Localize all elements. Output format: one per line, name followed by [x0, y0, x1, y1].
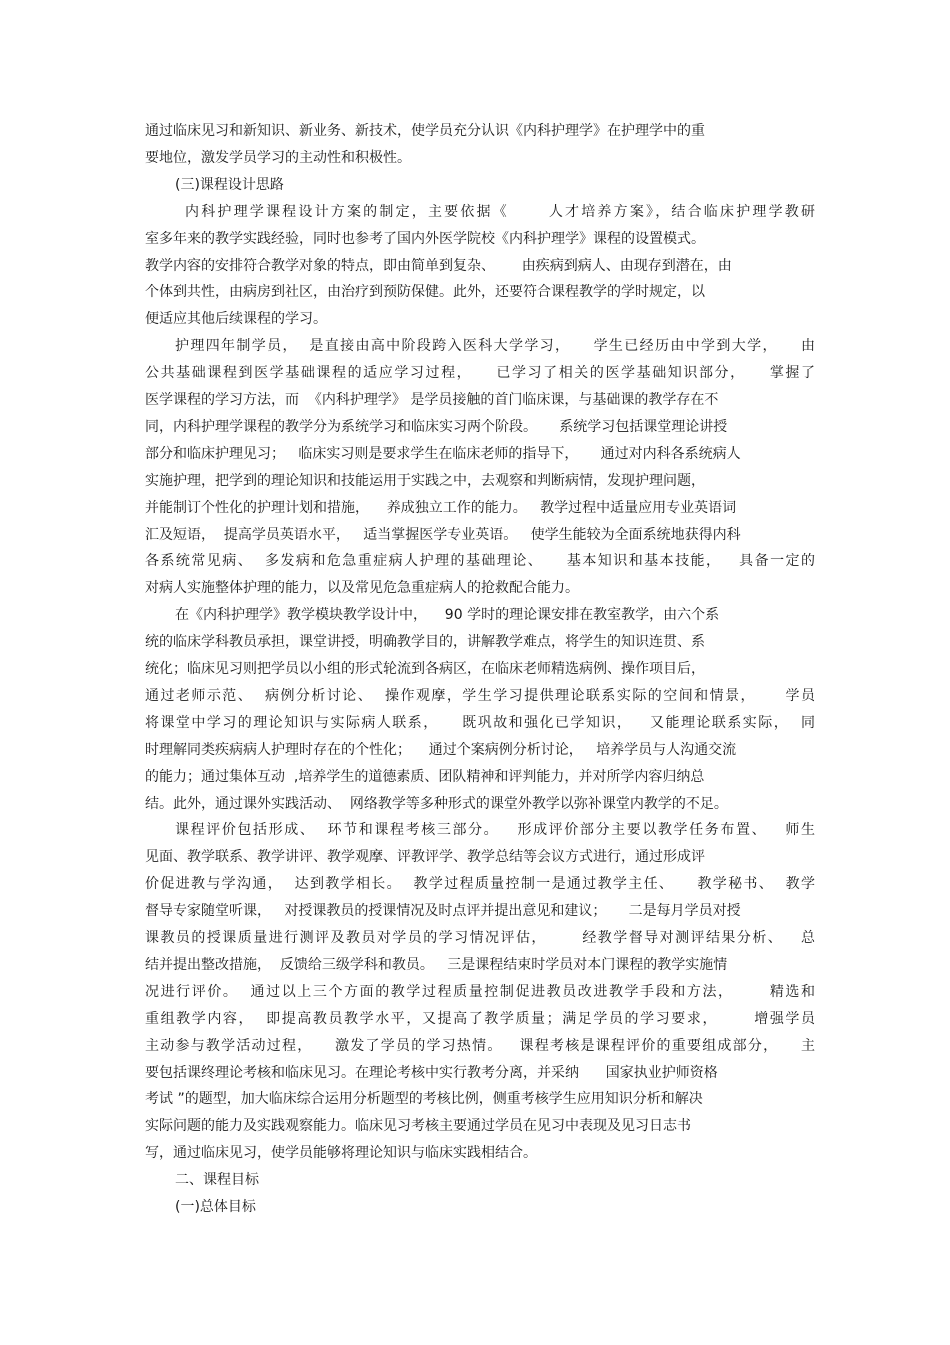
text-line: 将课堂中学习的理论知识与实际病人联系， 既巩故和强化已学知识， 又能理论联系实际， 同: [145, 715, 815, 731]
text-line: 对病人实施整体护理的能力，以及常见危急重症病人的抢救配合能力。: [145, 580, 579, 596]
text-line: 教学内容的安排符合教学对象的特点，即由简单到复杂、 由疾病到病人、由现存到潜在，由: [145, 258, 732, 274]
text-line: 督导专家随堂听课， 对授课教员的授课情况及时点评并提出意见和建议； 二是每月学员对授: [145, 903, 741, 919]
text-line: 统化；临床见习则把学员以小组的形式轮流到各病区，在临床老师精选病例、操作项目后，: [145, 661, 705, 677]
text-line: 护理四年制学员， 是直接由高中阶段跨入医科大学学习， 学生已经历由中学到大学， 由: [175, 338, 815, 354]
text-line: 部分和临床护理见习； 临床实习则是要求学生在临床老师的指导下， 通过对内科各系统病人: [145, 446, 741, 462]
text-line: 室多年来的教学实践经验，同时也参考了国内外医学院校《内科护理学》课程的设置模式。: [145, 231, 705, 247]
text-line: (三)课程设计思路: [175, 177, 284, 193]
text-line: 通过老师示范、 病例分析讨论、 操作观摩，学生学习提供理论联系实际的空间和情景， 学员: [145, 688, 815, 704]
text-line: 公共基础课程到医学基础课程的适应学习过程， 已学习了相关的医学基础知识部分， 掌握了: [145, 365, 815, 381]
text-line: 重组教学内容， 即提高教员教学水平，又提高了教学质量；满足学员的学习要求， 增强学员: [145, 1011, 815, 1027]
text-line: 通过临床见习和新知识、新业务、新技术，使学员充分认识《内科护理学》在护理学中的重: [145, 123, 705, 139]
text-line: 要地位，激发学员学习的主动性和积极性。: [145, 150, 411, 166]
text-line: 实际问题的能力及实践观察能力。临床见习考核主要通过学员在见习中表现及见习日志书: [145, 1118, 691, 1134]
text-line: 实施护理，把学到的理论知识和技能运用于实践之中，去观察和判断病情，发现护理问题，: [145, 473, 705, 489]
text-line: 主动参与教学活动过程， 激发了学员的学习热情。 课程考核是课程评价的重要组成部分， 主: [145, 1038, 815, 1054]
text-line: 写，通过临床见习，使学员能够将理论知识与临床实践相结合。: [145, 1145, 537, 1161]
text-line: 考试 ”的题型，加大临床综合运用分析题型的考核比例，侧重考核学生应用知识分析和解决: [145, 1091, 703, 1107]
text-line: 况进行评价。 通过以上三个方面的教学过程质量控制促进教员改进教学手段和方法， 精选和: [145, 984, 815, 1000]
text-line: 时理解同类疾病病人护理时存在的个性化； 通过个案病例分析讨论， 培养学员与人沟通交流: [145, 742, 737, 758]
text-line: 同，内科护理学课程的教学分为系统学习和临床实习两个阶段。 系统学习包括课堂理论讲授: [145, 419, 728, 435]
text-line: (一)总体目标: [175, 1199, 256, 1215]
text-line: 价促进教与学沟通， 达到教学相长。 教学过程质量控制一是通过教学主任、 教学秘书、 教学: [145, 876, 815, 892]
text-line: 个体到共性，由病房到社区，由治疗到预防保健。此外，还要符合课程教学的学时规定，以: [145, 284, 705, 300]
text-line: 结并提出整改措施， 反馈给三级学科和教员。 三是课程结束时学员对本门课程的教学实施情: [145, 957, 728, 973]
text-line: 并能制订个性化的护理计划和措施， 养成独立工作的能力。 教学过程中适量应用专业英语词: [145, 500, 737, 516]
text-line: 便适应其他后续课程的学习。: [145, 311, 327, 327]
text-line: 医学课程的学习方法，而 《内科护理学》 是学员接触的首门临床课，与基础课的教学存在不: [145, 392, 719, 408]
text-line: 在《内科护理学》教学模块教学设计中， 90 学时的理论课安排在教室教学，由六个系: [175, 607, 720, 623]
text-line: 见面、教学联系、教学讲评、教学观摩、评教评学、教学总结等会议方式进行，通过形成评: [145, 849, 705, 865]
text-line: 二、课程目标: [175, 1172, 259, 1188]
text-line: 课教员的授课质量进行测评及教员对学员的学习情况评估， 经教学督导对测评结果分析、 总: [145, 930, 815, 946]
text-line: 的能力；通过集体互动 ,培养学生的道德素质、团队精神和评判能力，并对所学内容归纳总: [145, 769, 705, 785]
text-line: 课程评价包括形成、 环节和课程考核三部分。 形成评价部分主要以教学任务布置、 师生: [175, 822, 815, 838]
text-line: 结。此外，通过课外实践活动、 网络教学等多种形式的课堂外教学以弥补课堂内教学的不足。: [145, 796, 728, 812]
text-line: 汇及短语， 提高学员英语水平， 适当掌握医学专业英语。 使学生能较为全面系统地获得内科: [145, 527, 741, 543]
text-line: 要包括课终理论考核和临床见习。在理论考核中实行教考分离，并采纳 国家执业护师资格: [145, 1065, 718, 1081]
text-line: 各系统常见病、 多发病和危急重症病人护理的基础理论、 基本知识和基本技能， 具备一定的: [145, 553, 815, 569]
text-line: 内科护理学课程设计方案的制定，主要依据《 人才培养方案》，结合临床护理学教研: [185, 204, 815, 220]
text-line: 统的临床学科教员承担，课堂讲授，明确教学目的，讲解教学难点，将学生的知识连贯、系: [145, 634, 705, 650]
